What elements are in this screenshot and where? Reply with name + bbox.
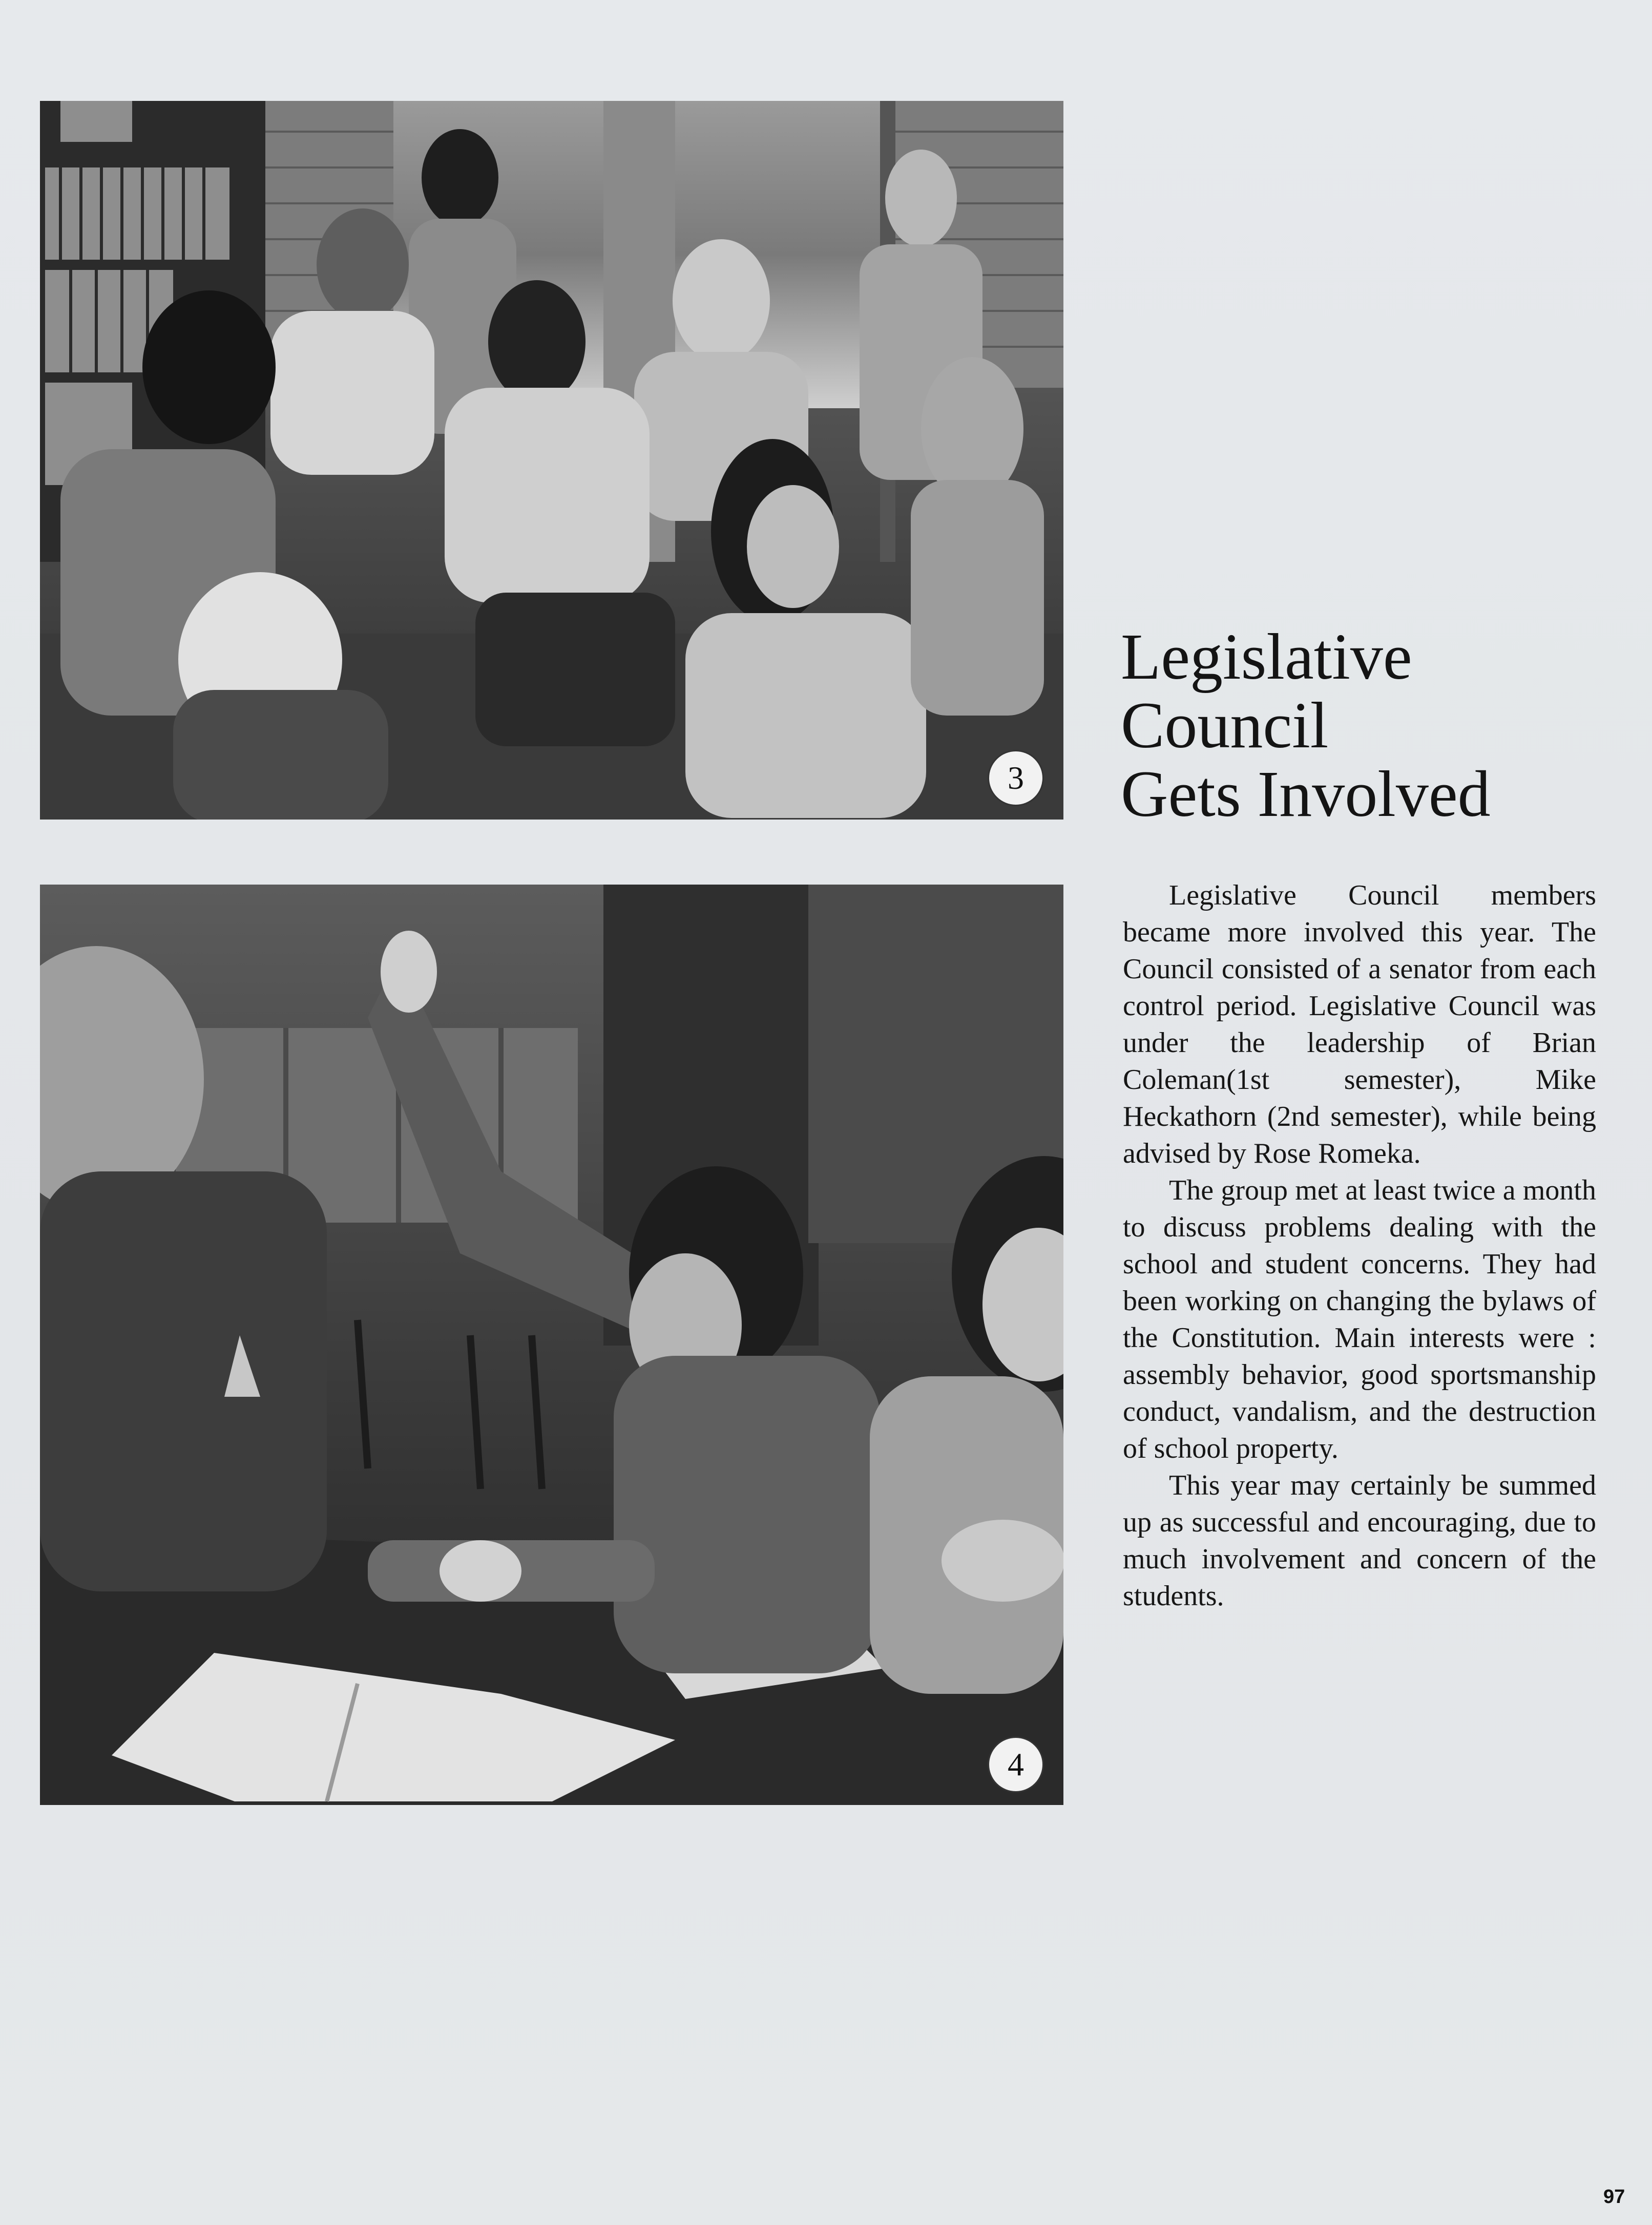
photo-students-library bbox=[40, 101, 1063, 820]
headline-line: Council bbox=[1121, 689, 1329, 762]
photo-number-badge: 4 bbox=[988, 1736, 1044, 1793]
article-body bbox=[1123, 877, 1596, 1614]
photo-4-image bbox=[40, 885, 1063, 1805]
article-headline bbox=[1121, 622, 1633, 828]
article-paragraph: Legislative Council members became more involved this year. The Council consisted of a senator from each control period. Legislative Council was under the leadership of Brian Coleman(1st semester), Mike Heckathorn (2nd semester), while being advised by Rose Romeka. bbox=[1123, 879, 1596, 1169]
photo-student-raising-hand bbox=[40, 885, 1063, 1805]
page-number: 97 bbox=[1603, 2186, 1625, 2208]
photo-number-badge: 3 bbox=[988, 750, 1044, 806]
headline-line: Legislative bbox=[1121, 620, 1412, 693]
photo-3-image bbox=[40, 101, 1063, 820]
headline-line: Gets Involved bbox=[1121, 758, 1491, 830]
article-paragraph: This year may certainly be summed up as successful and encouraging, due to much involvement and concern of the students. bbox=[1123, 1470, 1596, 1612]
article-paragraph: The group met at least twice a month to discuss problems dealing with the school and student concerns. They had been working on changing the bylaws of the Constitution. Main interests were : assembly behavior, good sportsmanship conduct, vandalism, and the destruction of school property. bbox=[1123, 1174, 1596, 1464]
